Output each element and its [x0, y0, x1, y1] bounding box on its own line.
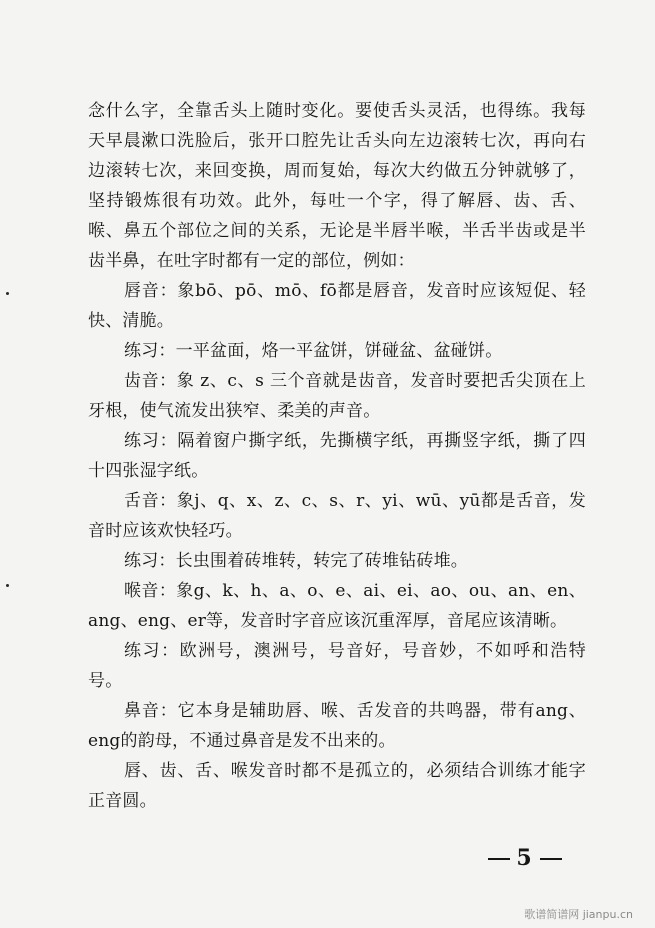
scan-speck	[6, 584, 9, 587]
site-watermark: 歌谱简谱网 jianpu.cn	[524, 908, 633, 921]
page-body	[88, 96, 586, 816]
paragraph-lingual: 舌音：象j、q、x、z、c、s、r、yi、wū、yū都是舌音，发音时应该欢快轻巧。	[88, 491, 586, 541]
paragraph-guttural-practice: 练习：欧洲号，澳洲号，号音好，号音妙，不如呼和浩特号。	[88, 641, 586, 691]
paragraph-guttural: 喉音：象g、k、h、a、o、e、ai、ei、ao、ou、an、en、ang、eng、er等，发音时字音应该沉重浑厚，音尾应该清晰。	[88, 581, 586, 631]
paragraph-lingual-practice: 练习：长虫围着砖堆转，转完了砖堆钻砖堆。	[124, 551, 468, 571]
dash-left	[488, 858, 510, 860]
paragraph-dental-practice: 练习：隔着窗户撕字纸，先撕横字纸，再撕竖字纸，撕了四十四张湿字纸。	[88, 431, 586, 481]
paragraph-dental: 齿音：象 z、c、s 三个音就是齿音，发音时要把舌尖顶在上牙根，使气流发出狭窄、柔美的声音。	[88, 371, 586, 421]
paragraph-nasal: 鼻音：它本身是辅助唇、喉、舌发音的共鸣器，带有ang、eng的韵母，不通过鼻音是发不出来的。	[88, 701, 586, 751]
paragraph-labial-practice: 练习：一平盆面，烙一平盆饼，饼碰盆、盆碰饼。	[124, 341, 503, 361]
paragraph-intro: 念什么字，全靠舌头上随时变化。要使舌头灵活，也得练。我每天早晨漱口洗脸后，张开口腔先让舌头向左边滚转七次，再向右边滚转七次，来回变换，周而复始，每次大约做五分钟就够了，坚持锻炼很有功效。此外，每吐一个字，得了解唇、齿、舌、喉、鼻五个部位之间的关系，无论是半唇半喉，半舌半齿或是半齿半鼻，在吐字时都有一定的部位，例如：	[88, 101, 586, 271]
paragraph-conclusion: 唇、齿、舌、喉发音时都不是孤立的，必须结合训练才能字正音圆。	[88, 761, 586, 811]
page-number-text: 5	[516, 845, 534, 871]
scan-speck	[6, 292, 9, 295]
dash-right	[540, 858, 562, 860]
paragraph-labial: 唇音：象bō、pō、mō、fō都是唇音，发音时应该短促、轻快、清脆。	[88, 281, 586, 331]
page-number	[480, 845, 570, 871]
